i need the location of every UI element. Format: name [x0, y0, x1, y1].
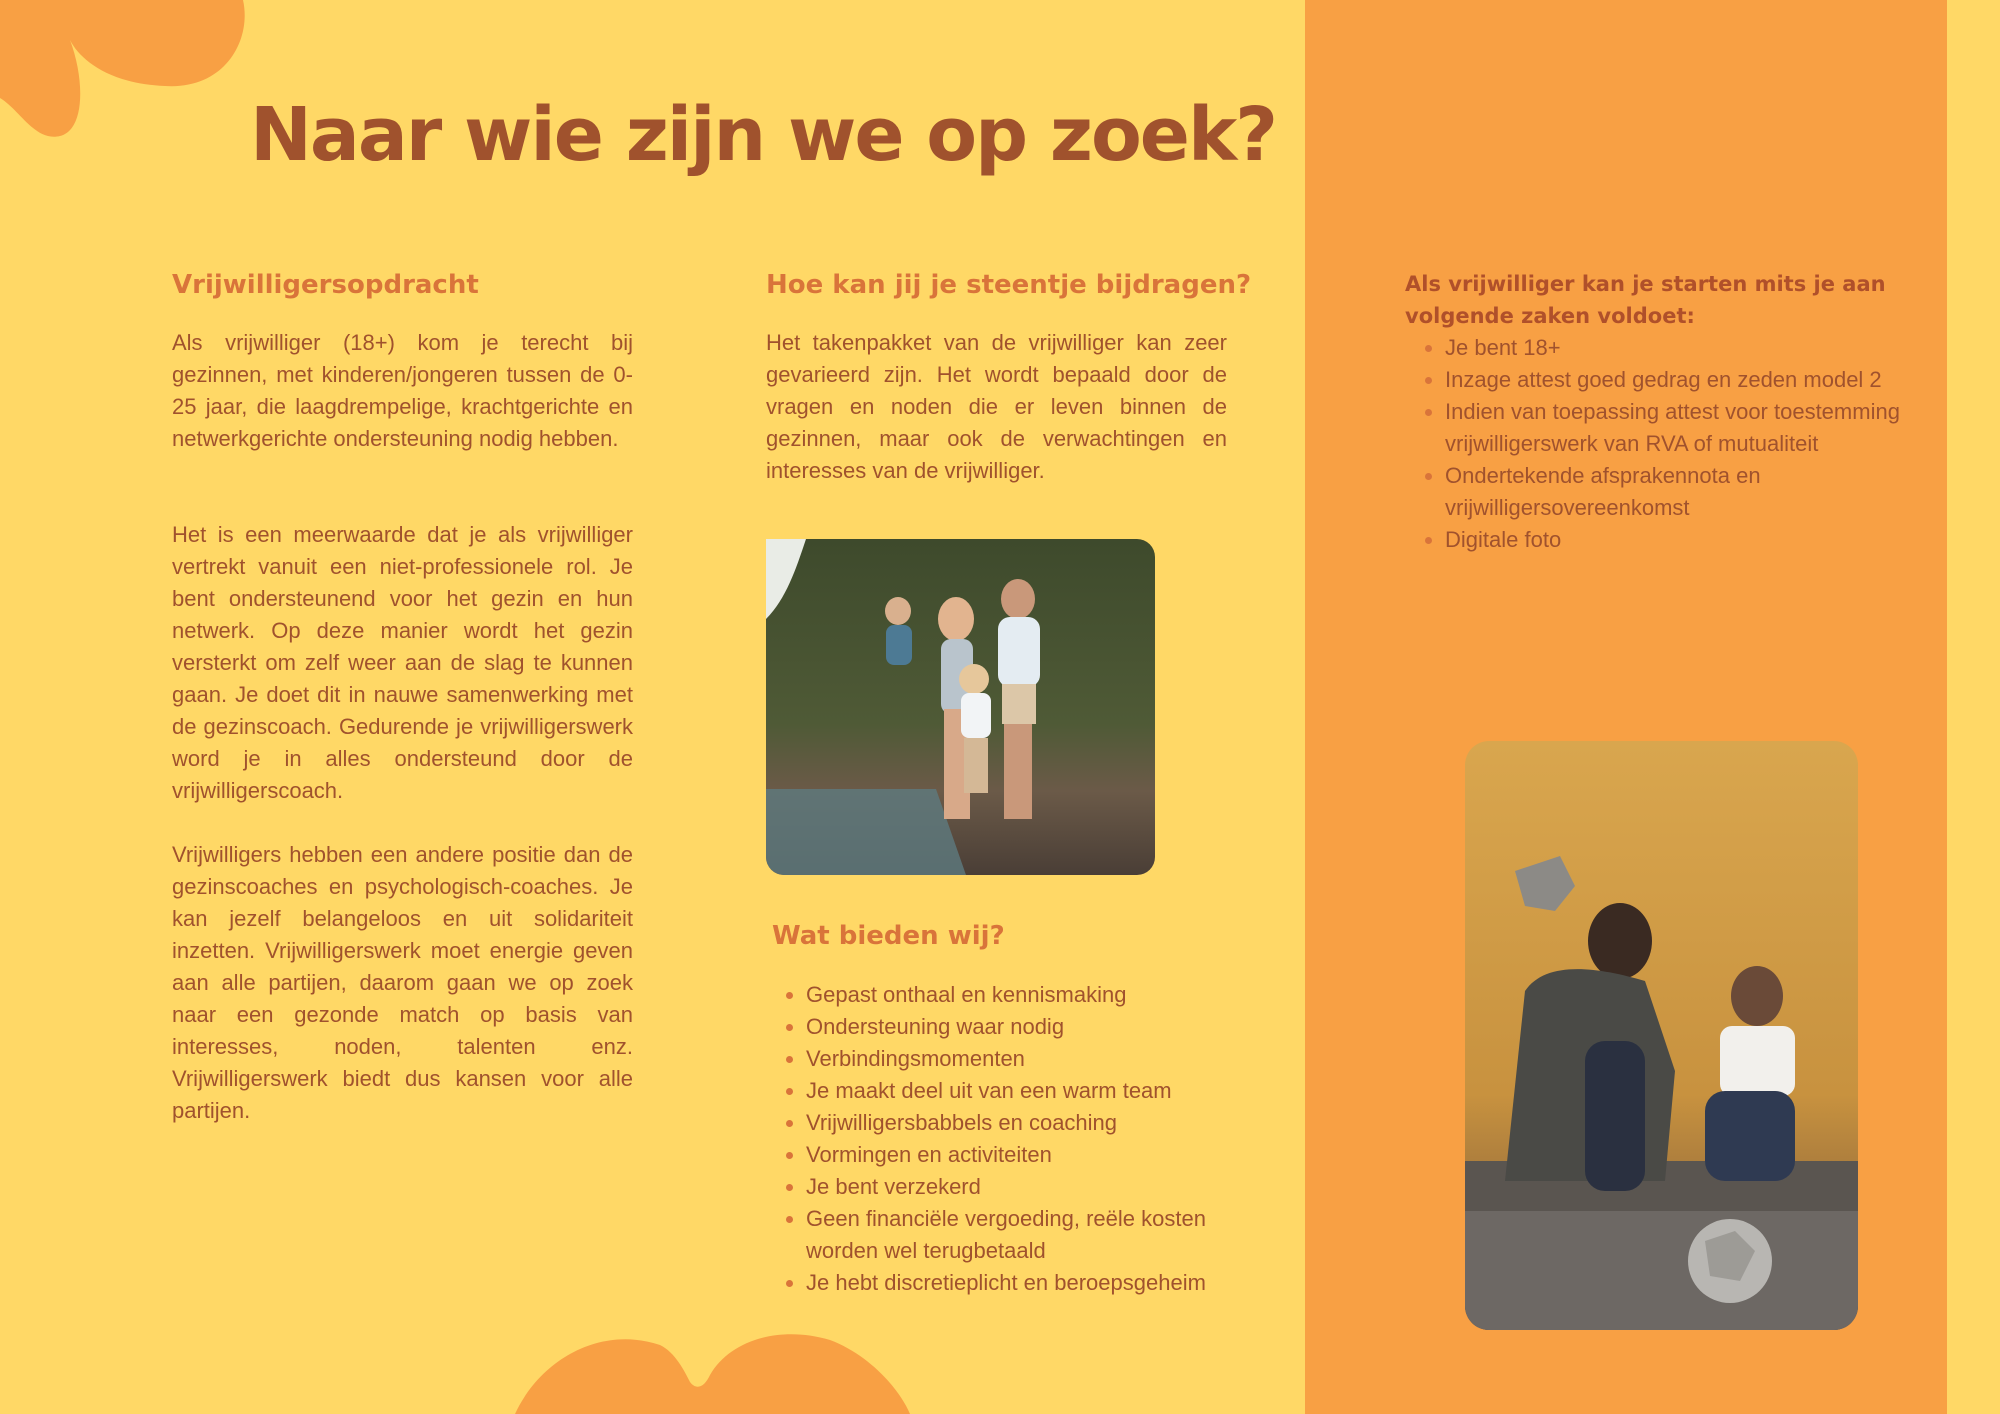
list-item: • Je maakt deel uit van een warm team: [806, 1075, 1267, 1107]
offer-list: [766, 979, 1267, 1299]
list-item: • Ondersteuning waar nodig: [806, 1011, 1267, 1043]
requirements-intro: Als vrijwilliger kan je starten mits je aan volgende zaken voldoet:: [1405, 272, 1886, 328]
father-son-photo: [1465, 741, 1858, 1330]
page-title: Naar wie zijn we op zoek?: [250, 92, 1277, 178]
list-item: • Inzage attest goed gedrag en zeden model 2: [1445, 364, 1935, 396]
list-item: • Indien van toepassing attest voor toestemming vrijwilligerswerk van RVA of mutualiteit: [1445, 396, 1935, 460]
requirements-list: [1405, 332, 1935, 556]
assignment-paragraph-2: Het is een meerwaarde dat je als vrijwilliger vertrekt vanuit een niet-professionele rol. Je bent ondersteunend voor het gezin en hun netwerk. Op deze manier wordt het gezin versterkt om zelf weer aan de slag te kunnen gaan. Je doet dit in nauwe samenwerking met de gezinscoach. Gedurende je vrijwilligerswerk word je in alles ondersteund door de vrijwilligerscoach.: [172, 522, 633, 803]
heading-what-we-offer: Wat bieden wij?: [772, 921, 1005, 951]
list-item: • Je hebt discretieplicht en beroepsgeheim: [806, 1267, 1267, 1299]
heading-contribute: Hoe kan jij je steentje bijdragen?: [766, 270, 1252, 300]
heading-volunteer-assignment: Vrijwilligersopdracht: [172, 270, 479, 300]
list-item: • Verbindingsmomenten: [806, 1043, 1267, 1075]
contribute-paragraph: Het takenpakket van de vrijwilliger kan zeer gevarieerd zijn. Het wordt bepaald door de vragen en noden die er leven binnen de gezinnen, maar ook de verwachtingen en interesses van de vrijwilliger.: [766, 330, 1227, 483]
list-item: • Digitale foto: [1445, 524, 1935, 556]
list-item: • Geen financiële vergoeding, reële kosten worden wel terugbetaald: [806, 1203, 1267, 1267]
list-item: • Gepast onthaal en kennismaking: [806, 979, 1267, 1011]
family-photo: [766, 539, 1155, 875]
assignment-paragraph-1: Als vrijwilliger (18+) kom je terecht bij gezinnen, met kinderen/jongeren tussen de 0-25 jaar, die laagdrempelige, krachtgerichte en netwerkgerichte ondersteuning nodig hebben.: [172, 330, 633, 451]
list-item: • Vrijwilligersbabbels en coaching: [806, 1107, 1267, 1139]
decorative-blob-top-left: [0, 0, 250, 140]
list-item: • Vormingen en activiteiten: [806, 1139, 1267, 1171]
decorative-blob-bottom: [510, 1330, 910, 1414]
list-item: • Je bent verzekerd: [806, 1171, 1267, 1203]
list-item: • Je bent 18+: [1445, 332, 1935, 364]
assignment-paragraph-3: Vrijwilligers hebben een andere positie dan de gezinscoaches en psychologisch-coaches. Je kan jezelf belangeloos en uit solidariteit inzetten. Vrijwilligerswerk moet energie geven aan alle partijen, daarom gaan we op zoek naar een gezonde match op basis van interesses, noden, talenten enz. Vrijwilligerswerk biedt dus kansen voor alle partijen.: [172, 842, 633, 1123]
list-item: • Ondertekende afsprakennota en vrijwilligersovereenkomst: [1445, 460, 1935, 524]
